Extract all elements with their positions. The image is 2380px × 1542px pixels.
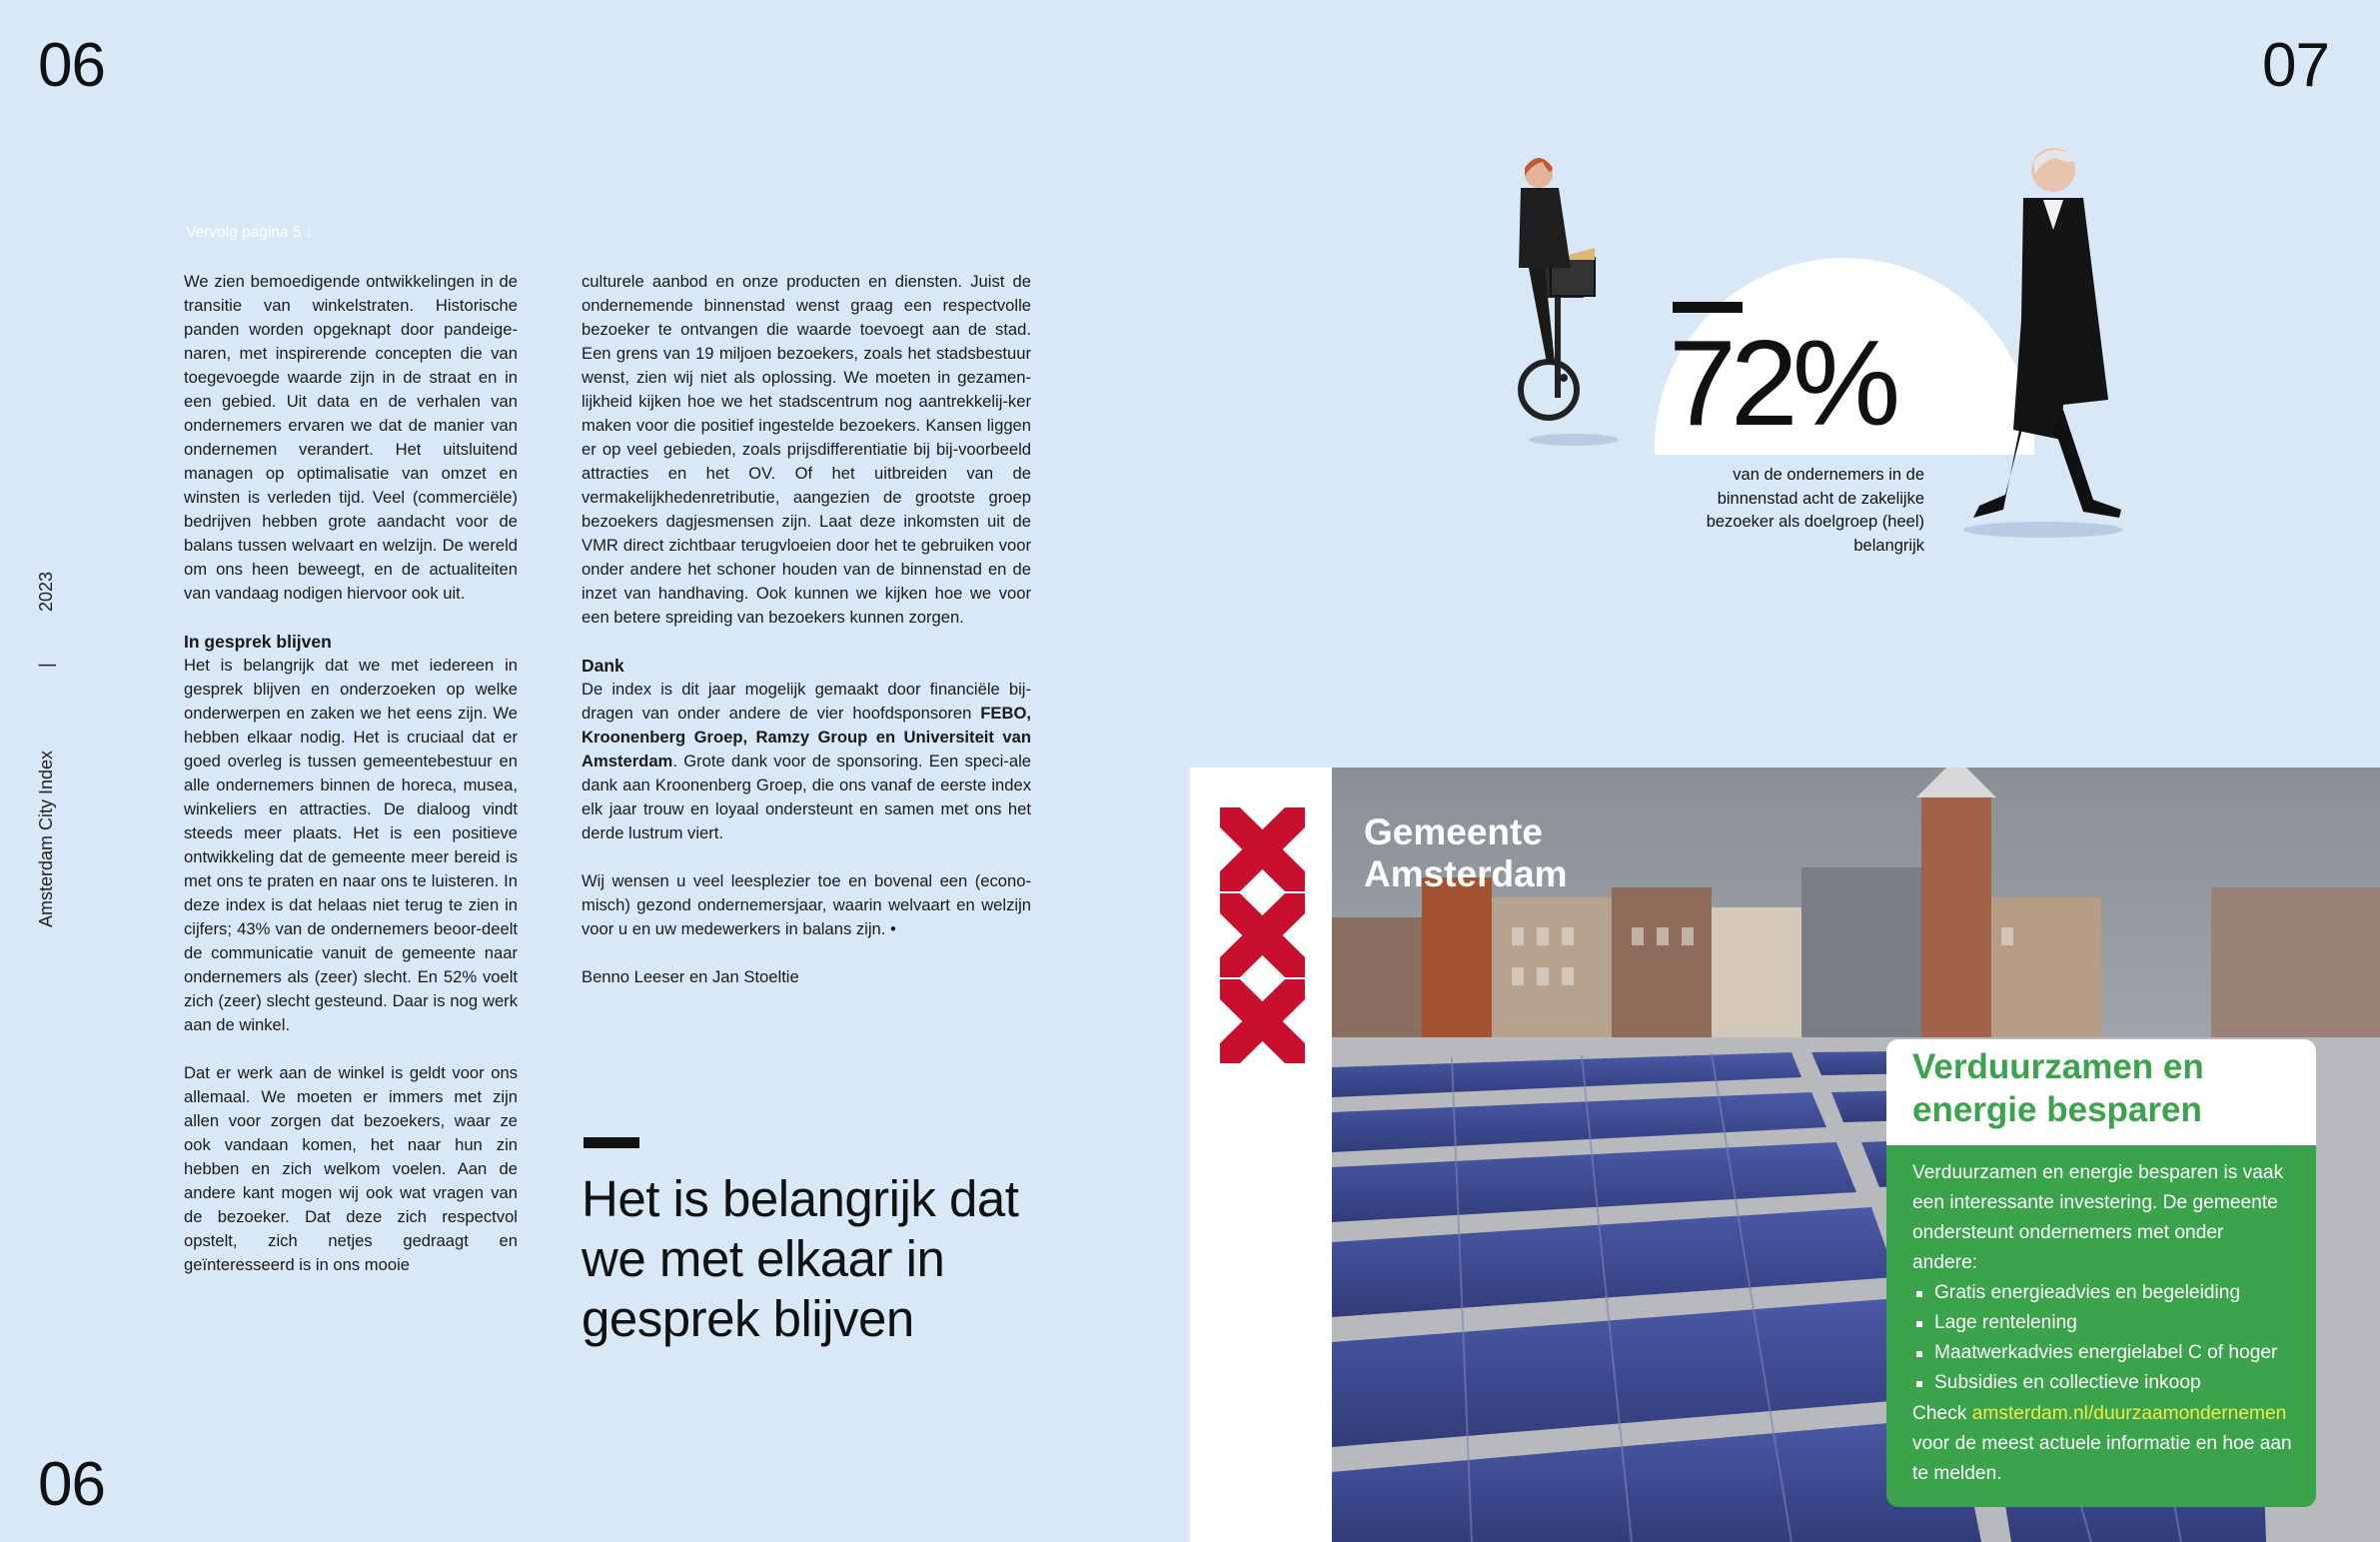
paragraph xyxy=(582,678,1031,845)
ad-call-to-action xyxy=(1912,1399,2292,1489)
paragraph: We zien bemoedigende ontwikkelingen in de transitie van winkelstraten. Historische panden worden opgeknapt door pandeige-naren, met inspirerende concepten die van toegevoegde waarde zijn in de straat en in een gebied. Uit data en de verhalen van ondernemers ervaren we dat de manier van ondernemen verandert. Het uitsluitend managen op optimalisatie van omzet en winsten is verleden tijd. Veel (commerciële) bedrijven hebben grote aandacht voor de balans tussen welvaart en welzijn. De wereld om ons heen beweegt, en de actualiteiten van vandaag nodigen hiervoor ook uit. xyxy=(184,272,518,603)
ad-intro: Verduurzamen en energie besparen is vaak een interessante investering. De gemeente ondersteunt ondernemers met onder andere: xyxy=(1912,1162,2284,1273)
sponsors: FEBO, Kroonenberg Groep, Ramzy Group en Universiteit van Amsterdam xyxy=(582,704,1031,771)
running-year: 2023 xyxy=(36,571,56,612)
text-run: . Grote dank voor de sponsoring. Een speci-ale dank aan Kroonenberg Groep, die ons vanaf de eerste index elk jaar trouw en loyaal ondersteunt en samen met ons het derde lustrum viert. xyxy=(582,752,1031,842)
subheading: Dank xyxy=(582,656,624,676)
pull-quote: Het is belangrijk dat we met elkaar in gesprek blijven xyxy=(582,1170,1019,1347)
subheading: In gesprek blijven xyxy=(184,632,332,652)
page-number-right: 07 xyxy=(2262,31,2329,100)
list-item: Maatwerkadvies energielabel C of hoger xyxy=(1912,1338,2292,1368)
list-item: Subsidies en collectieve inkoop xyxy=(1912,1368,2292,1398)
amsterdam-xxx-icon xyxy=(1190,807,1332,1067)
stat-description: van de ondernemers in de binnenstad acht de zakelijke bezoeker als doelgroep (heel) belangrijk xyxy=(1706,466,1924,555)
quote-dash xyxy=(584,1137,639,1148)
cta-prefix: Check xyxy=(1912,1403,1972,1424)
gemeente-amsterdam-logo-text xyxy=(1364,811,1568,895)
ad-bullets xyxy=(1912,1278,2292,1398)
stat-dash xyxy=(1673,302,1743,313)
stat-value: 72% xyxy=(1669,315,1895,451)
signature: Benno Leeser en Jan Stoeltie xyxy=(582,967,799,986)
paragraph: Wij wensen u veel leesplezier toe en bovenal een (econo-misch) gezond ondernemersjaar, waarin welvaart en welzijn voor u en uw medewerkers in balans zijn. • xyxy=(582,871,1031,938)
org-line-1: Gemeente xyxy=(1364,811,1543,852)
paragraph: Dat er werk aan de winkel is geldt voor ons allemaal. We moeten er immers met zijn allen voor zorgen dat bezoekers, waar ze ook vandaan komen, het naar hun zin hebben en zich welkom voelen. Aan de andere kant mogen wij ook wat vragen van de bezoeker. Dat deze zich respectvol opstelt, zich netjes gedraagt en geïnteresseerd is in ons mooie xyxy=(184,1063,518,1274)
running-title: Amsterdam City Index xyxy=(36,750,56,927)
paragraph: culturele aanbod en onze producten en diensten. Juist de ondernemende binnenstad wenst graag een respectvolle bezoeker te ontvangen die waarde toevoegt aan de stad. Een grens van 19 miljoen bezoekers, zoals het stadsbestuur wenst, zien wij niet als oplossing. We moeten in gezamen-lijkheid kijken hoe we het stadscentrum nog aantrekkelij-ker maken voor die positief ingestelde bezoekers. Kansen liggen er op veel gebieden, zoals prijsdifferentiatie bij bij-voorbeeld attracties en het OV. Of het uitbreiden van de vermakelijkhedenretributie, aangezien de grootste groep bezoekers dagjesmensen zijn. Laat deze inkomsten uit de VMR direct zichtbaar terugvloeien door het te gebruiken voor onder andere het schoner houden van de binnenstad en de inzet van handhaving. Ook kunnen we kijken hoe we voor een betere spreiding van bezoekers kunnen zorgen. xyxy=(582,272,1031,627)
ad-website-link[interactable]: amsterdam.nl/duurzaamondernemen xyxy=(1971,1403,2287,1424)
running-separator: | xyxy=(36,663,56,668)
cyclist-photo xyxy=(1499,148,1649,448)
page-number-left-top: 06 xyxy=(38,31,105,100)
paragraph: Het is belangrijk dat we met iedereen in gesprek blijven en onderzoeken op welke onderwerpen en zaken we het eens zijn. We hebben elkaar nodig. Het is cruciaal dat er goed overleg is tussen gemeentebestuur en alle ondernemers binnen de horeca, musea, winkeliers en attracties. De dialoog vindt steeds meer plaats. Het is een positieve ontwikkeling dat de gemeente meer bereid is met ons te praten en naar ons te luisteren. In deze index is dat helaas niet terug te zien in cijfers; 43% van de ondernemers beoor-deelt de communicatie vanuit de gemeente naar ondernemers als (zeer) slecht. En 52% voelt zich (zeer) slecht gesteund. Daar is nog werk aan de winkel. xyxy=(184,656,518,1034)
list-item: Lage rentelening xyxy=(1912,1308,2292,1338)
ad-body xyxy=(1912,1158,2292,1398)
list-item: Gratis energieadvies en begeleiding xyxy=(1912,1278,2292,1308)
text-run: De index is dit jaar mogelijk gemaakt door financiële bij-dragen van onder andere de vier hoofdsponsoren xyxy=(582,680,1031,723)
cta-suffix: voor de meest actuele informatie en hoe aan te melden. xyxy=(1912,1433,2292,1484)
ad-logo-panel xyxy=(1190,768,1332,1542)
ad-headline: Verduurzamen en energie besparen xyxy=(1912,1047,2204,1129)
article-column-2 xyxy=(582,270,1031,1013)
article-column-1 xyxy=(184,270,518,1301)
page-number-left-bottom: 06 xyxy=(38,1450,105,1519)
walking-man-photo xyxy=(1943,140,2143,540)
continued-from-note: Vervolg pagina 5 ↓ xyxy=(186,224,314,241)
org-line-2: Amsterdam xyxy=(1364,853,1568,894)
